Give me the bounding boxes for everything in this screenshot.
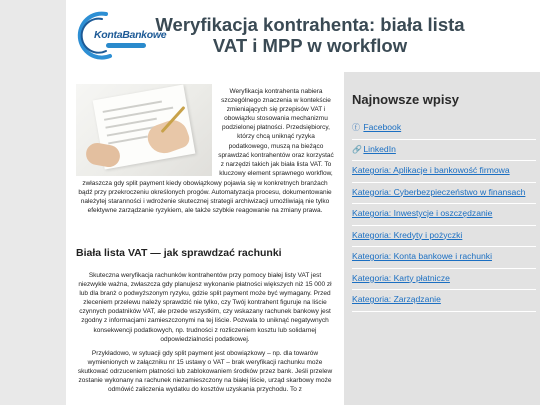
page-title: Weryfikacja kontrahenta: biała lista VAT i MPP w workflow [155,14,465,56]
sidebar-item-facebook[interactable] [352,118,536,140]
site-header [66,0,540,68]
link-icon: 🔗 [352,144,362,154]
article-content [76,84,334,405]
page [66,0,540,405]
sidebar-title: Najnowsze wpisy [352,92,459,107]
logo-tagline-bar [106,43,146,48]
intro-paragraph-continued: zwłaszcza gdy split payment kiedy obowiązkowy pojawia się w konkretnych branżach bądź przy przekroczeniu określonych progów. Automatyzacja procesu, dokumentowanie należytej staranności i wdrożenie skutecznej strategii archiwizacji umożliwiają nie tylko efektywne zarządzanie ryzykiem, ale także szybkie reagowanie na zmiany prawa. [78,180,332,215]
sidebar-link[interactable]: LinkedIn [363,143,396,154]
section-heading: Biała lista VAT — jak sprawdzać rachunki [76,247,282,259]
sidebar-link[interactable]: Kategoria: Zarządzanie [352,294,441,304]
facebook-icon: ⓕ [352,123,360,132]
sidebar-link[interactable]: Kategoria: Kredyty i pożyczki [352,229,463,240]
sidebar-item-linkedin[interactable] [352,140,536,162]
sidebar-link[interactable]: Kategoria: Karty płatnicze [352,272,450,283]
sidebar-link[interactable]: Kategoria: Inwestycje i oszczędzanie [352,208,493,218]
sidebar-item-category[interactable] [352,226,536,248]
sidebar-link[interactable]: Kategoria: Aplikacje i bankowość firmowa [352,165,510,175]
logo-name: KontaBankowe [94,29,167,41]
sidebar-item-category[interactable] [352,183,536,205]
article-hero-image [76,84,212,176]
body-paragraph: Przykładowo, w sytuacji gdy split payment jest obowiązkowy – np. dla towarów wymienionych w załączniku nr 15 ustawy o VAT – brak weryfikacji rachunku może skutkować odrzuceniem płatności lub zablokowaniem środków przez bank. Jeśli przelew zostanie wykonany na rachunek niezamieszczony na białej liście, urząd skarbowy może odmówić zaliczenia wydatku do kosztów uzyskania przychodu. To z [77,350,333,394]
sidebar-item-category[interactable] [352,161,536,183]
recent-posts-list [352,118,536,312]
sidebar-item-category[interactable] [352,290,536,312]
body-paragraph: Skuteczna weryfikacja rachunków kontrahentów przy pomocy białej listy VAT jest niezwykle ważna, zwłaszcza gdy planujesz wykonanie płatności większych niż 15 000 zł lub dla branż o podwyższonym ryzyku, gdzie split payment może być wymagany. Przed zleceniem przelewu należy sprawdzić nie tylko, czy Twój kontrahent figuruje na liście czynnych podatników VAT, ale przede wszystkim, czy wskazany rachunek bankowy jest zgodny z informacjami zamieszczonymi na tej liście. Pozwala to uniknąć negatywnych konsekwencji podatkowych, np. trudności z rozliczeniem kosztu lub solidarnej odpowiedzialności podatkowej. [78,272,332,343]
sidebar-link[interactable]: Kategoria: Konta bankowe i rachunki [352,251,492,261]
sidebar [344,72,540,405]
sidebar-link[interactable]: Kategoria: Cyberbezpieczeństwo w finansach [352,186,526,197]
sidebar-item-category[interactable] [352,247,536,269]
site-logo[interactable] [76,10,167,60]
sidebar-item-category[interactable] [352,204,536,226]
sidebar-link[interactable]: Facebook [363,122,402,132]
sidebar-item-category[interactable] [352,269,536,291]
intro-paragraph: Weryfikacja kontrahenta nabiera szczególnego znaczenia w kontekście zmieniających się przepisów VAT i obowiązku stosowania mechanizmu podzielonej płatności. Przedsiębiorcy, którzy chcą uniknąć ryzyka podatkowego, muszą na bieżąco sprawdzać kontrahentów oraz korzystać z narzędzi takich jak biała lista VAT. To kluczowy element sprawnego workflow, [218,88,334,177]
